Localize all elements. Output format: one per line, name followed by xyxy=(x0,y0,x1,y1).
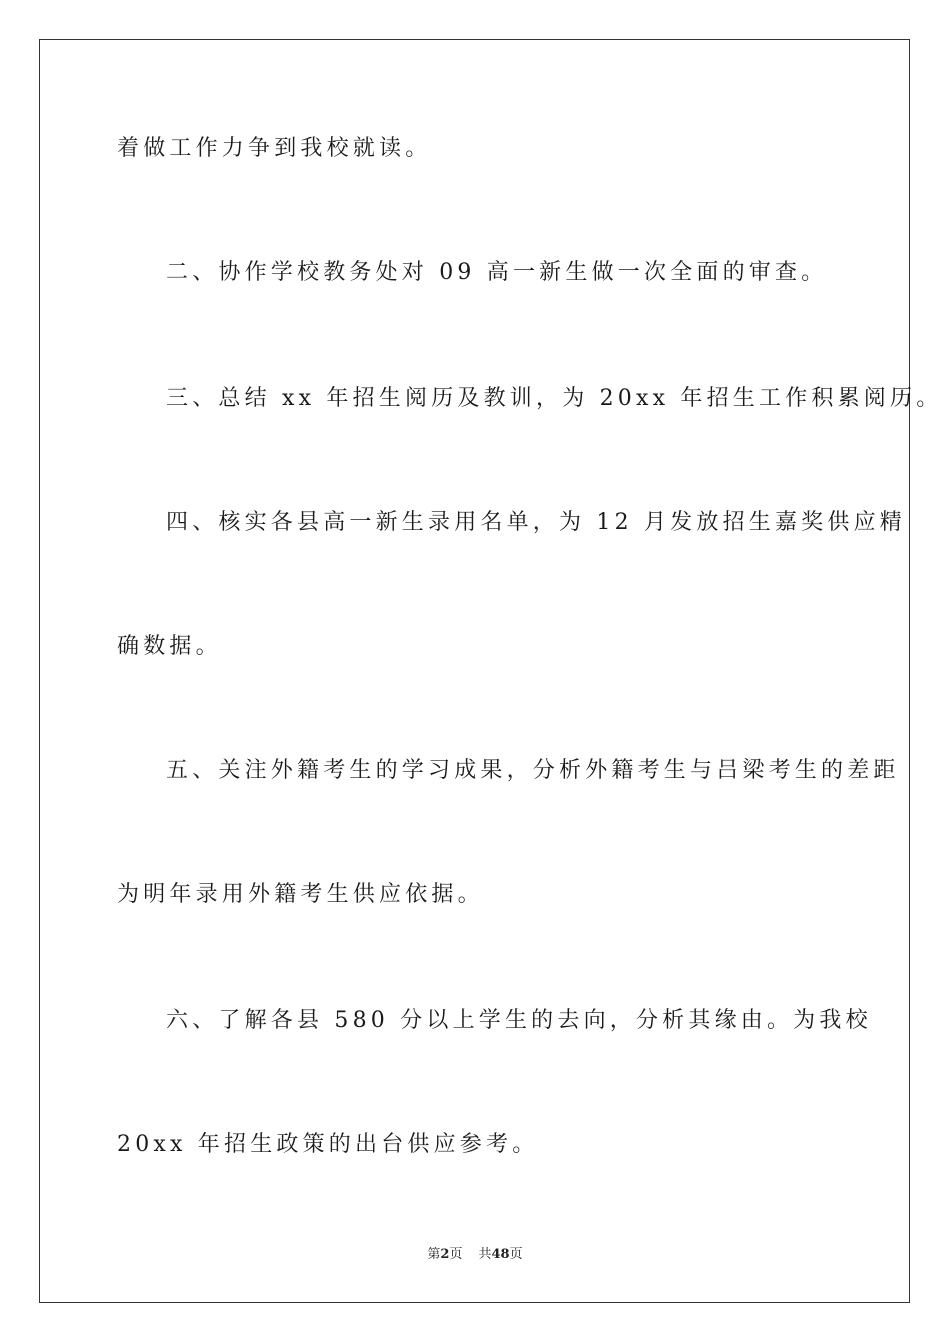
body-line-1: 着做工作力争到我校就读。 xyxy=(117,136,432,161)
footer-page-suffix: 页 xyxy=(449,1247,463,1262)
footer-page-total: 48 xyxy=(491,1247,510,1262)
body-line-5: 确数据。 xyxy=(117,634,222,659)
body-line-4: 四、核实各县高一新生录用名单，为 12 月发放招生嘉奖供应精 xyxy=(166,510,906,535)
body-line-9: 20xx 年招生政策的出台供应参考。 xyxy=(117,1132,539,1157)
page-footer xyxy=(0,1246,950,1264)
body-line-7: 为明年录用外籍考生供应依据。 xyxy=(117,882,484,907)
body-line-2: 二、协作学校教务处对 09 高一新生做一次全面的审查。 xyxy=(166,260,828,285)
body-line-6: 五、关注外籍考生的学习成果，分析外籍考生与吕梁考生的差距 xyxy=(166,758,900,783)
footer-total-prefix: 共 xyxy=(478,1247,492,1262)
page-border xyxy=(39,39,910,1303)
body-line-8: 六、了解各县 580 分以上学生的去向，分析其缘由。为我校 xyxy=(166,1008,872,1033)
footer-page-prefix: 第 xyxy=(427,1247,441,1262)
footer-total-suffix: 页 xyxy=(509,1247,523,1262)
footer-page-current: 2 xyxy=(440,1247,450,1262)
body-line-3: 三、总结 xx 年招生阅历及教训，为 20xx 年招生工作积累阅历。 xyxy=(166,386,943,411)
